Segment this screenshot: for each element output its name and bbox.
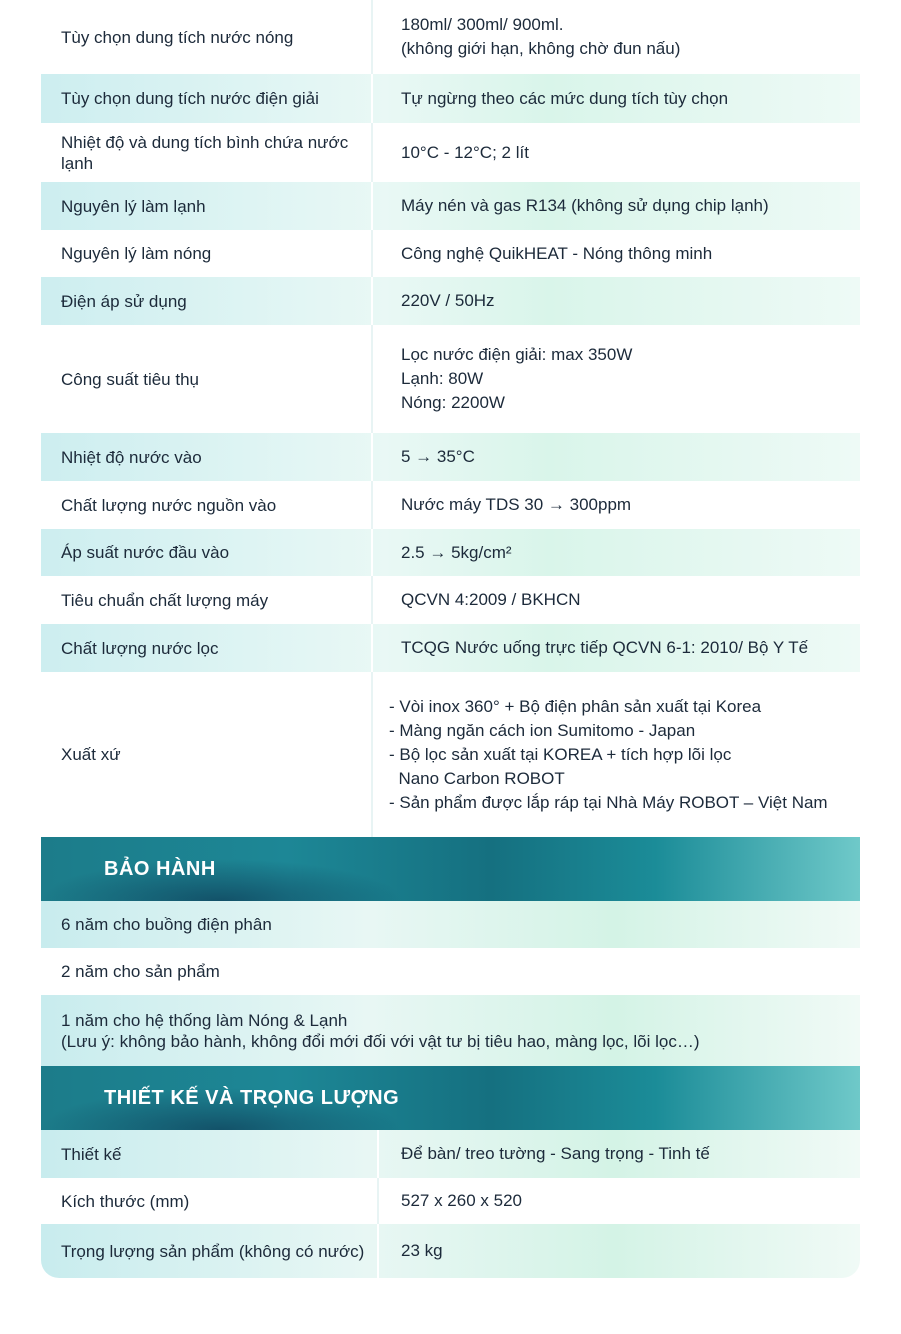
section-title: THIẾT KẾ VÀ TRỌNG LƯỢNG xyxy=(104,1086,400,1109)
spec-row-cooling xyxy=(41,182,860,230)
spec-row-origin xyxy=(41,672,860,837)
spec-value: Để bàn/ treo tường - Sang trọng - Tinh tế xyxy=(377,1130,860,1178)
spec-row-source-quality xyxy=(41,481,860,529)
spec-label: Nhiệt độ nước vào xyxy=(61,447,202,467)
section-title: BẢO HÀNH xyxy=(104,857,216,880)
spec-label: Nhiệt độ và dung tích bình chứa nước lạnh xyxy=(61,132,349,173)
spec-label: Chất lượng nước lọc xyxy=(61,638,219,658)
spec-value: 10°C - 12°C; 2 lít xyxy=(371,123,860,182)
spec-row-inlet-temp xyxy=(41,433,860,481)
spec-value: Máy nén và gas R134 (không sử dụng chip lạnh) xyxy=(371,182,860,230)
spec-row-heating xyxy=(41,230,860,277)
spec-row-hot-volume xyxy=(41,0,860,74)
warranty-row xyxy=(41,901,860,948)
spec-label: Kích thước (mm) xyxy=(61,1191,190,1211)
spec-label: Điện áp sử dụng xyxy=(61,291,187,311)
spec-row-inlet-pressure xyxy=(41,529,860,576)
warranty-text: 6 năm cho buồng điện phân xyxy=(61,915,272,934)
design-row xyxy=(41,1178,860,1224)
spec-label: Xuất xứ xyxy=(61,745,121,764)
spec-value: 23 kg xyxy=(377,1224,860,1278)
spec-value: 220V / 50Hz xyxy=(371,277,860,325)
spec-label: Tùy chọn dung tích nước nóng xyxy=(61,27,294,47)
spec-row-standard xyxy=(41,576,860,624)
spec-value: 527 x 260 x 520 xyxy=(377,1178,860,1224)
spec-value: - Vòi inox 360° + Bộ điện phân sản xuất tại Korea - Màng ngăn cách ion Sumitomo - Japan - Bộ lọc sản xuất tại KOREA + tích hợp lõi lọc Nano Carbon ROBOT - Sản phẩm được lắp ráp tại Nhà Máy ROBOT – Việt Nam xyxy=(371,672,860,837)
section-header-warranty xyxy=(41,837,860,901)
spec-label: Áp suất nước đầu vào xyxy=(61,543,230,562)
spec-row-power xyxy=(41,325,860,433)
spec-label: Nguyên lý làm lạnh xyxy=(61,196,206,216)
spec-row-voltage xyxy=(41,277,860,325)
warranty-text: 2 năm cho sản phẩm xyxy=(61,962,220,981)
spec-value: Lọc nước điện giải: max 350W Lạnh: 80W Nóng: 2200W xyxy=(371,325,860,433)
spec-value: TCQG Nước uống trực tiếp QCVN 6-1: 2010/ Bộ Y Tế xyxy=(371,624,860,672)
spec-label: Trọng lượng sản phẩm (không có nước) xyxy=(61,1241,365,1261)
spec-value: 5 → 35°C xyxy=(371,433,860,481)
spec-row-electrolyte-volume xyxy=(41,74,860,123)
spec-value: Tự ngừng theo các mức dung tích tùy chọn xyxy=(371,74,860,123)
spec-value: Công nghệ QuikHEAT - Nóng thông minh xyxy=(371,230,860,277)
spec-value: QCVN 4:2009 / BKHCN xyxy=(371,576,860,624)
spec-label: Tiêu chuẩn chất lượng máy xyxy=(61,590,269,610)
section-header-design xyxy=(41,1066,860,1130)
design-row xyxy=(41,1130,860,1178)
spec-value: 2.5 → 5kg/cm² xyxy=(371,529,860,576)
spec-label: Công suất tiêu thụ xyxy=(61,369,199,389)
warranty-row xyxy=(41,948,860,995)
spec-label: Thiết kế xyxy=(61,1144,122,1164)
spec-value: Nước máy TDS 30 → 300ppm xyxy=(371,481,860,529)
warranty-text: 1 năm cho hệ thống làm Nóng & Lạnh (Lưu ý: không bảo hành, không đổi mới đối với vật tư bị tiêu hao, màng lọc, lõi lọc…) xyxy=(61,1010,700,1051)
warranty-row xyxy=(41,995,860,1066)
spec-value: 180ml/ 300ml/ 900ml. (không giới hạn, không chờ đun nấu) xyxy=(371,0,860,74)
spec-label: Chất lượng nước nguồn vào xyxy=(61,495,277,515)
spec-row-cold-tank xyxy=(41,123,860,182)
spec-row-filtered-quality xyxy=(41,624,860,672)
spec-label: Nguyên lý làm nóng xyxy=(61,244,212,263)
spec-label: Tùy chọn dung tích nước điện giải xyxy=(61,89,319,108)
design-row xyxy=(41,1224,860,1278)
